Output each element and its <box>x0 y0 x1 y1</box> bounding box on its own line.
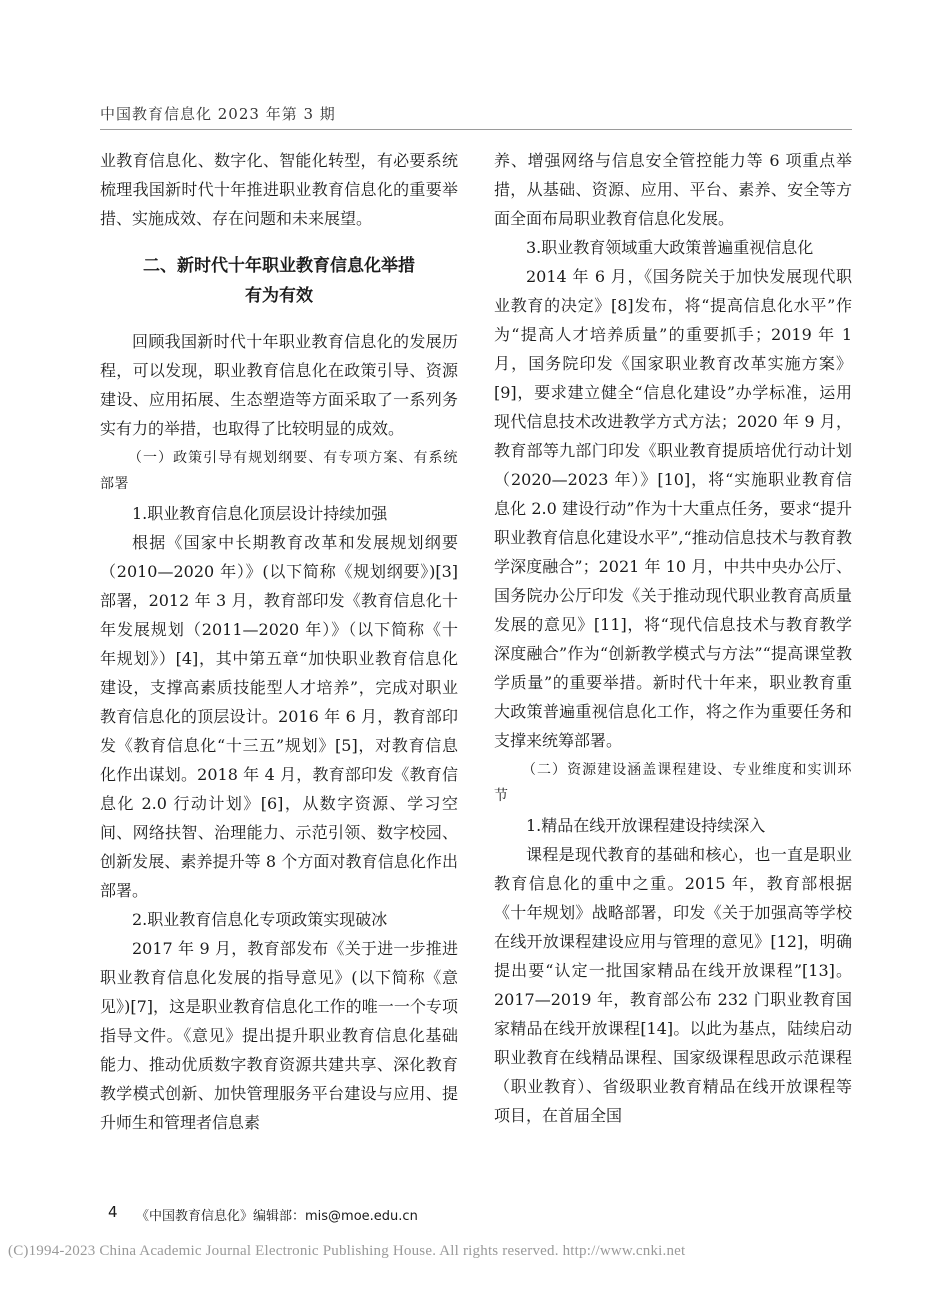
paragraph: 2014 年 6 月，《国务院关于加快发展现代职业教育的决定》[8]发布，将“提高信息化水平”作为“提高人才培养质量”的重要抓手；2019 年 1 月，国务院印发《国家职业教育改革实施方案》[9]，要求建立健全“信息化建设”办学标准，运用现代信息技术改进教学方式方法；2020 年 9 月，教育部等九部门印发《职业教育提质培优行动计划（2020—2023 年）》[10]，将“实施职业教育信息化 2.0 建设行动”作为十大重点任务，要求“提升职业教育信息化建设水平”,“推动信息技术与教育教学深度融合”；2021 年 10 月，中共中央办公厅、国务院办公厅印发《关于推动现代职业教育高质量发展的意见》[11]，将“现代信息技术与教育教学深度融合”作为“创新教学模式与方法”“提高课堂教学质量”的重要举措。新时代十年来，职业教育重大政策普遍重视信息化工作，将之作为重要任务和支撑来统筹部署。 <box>494 267 852 750</box>
running-header: 中国教育信息化 2023 年第 3 期 <box>100 105 336 123</box>
sub-heading-2: 2.职业教育信息化专项政策实现破冰 <box>132 910 388 929</box>
sub-heading-4: 1.精品在线开放课程建设持续深入 <box>526 816 766 835</box>
page-number: 4 <box>108 1203 118 1221</box>
subsection-heading-1: （一）政策引导有规划纲要、有专项方案、有系统部署 <box>100 450 458 492</box>
right-column <box>494 146 852 1130</box>
section-heading <box>100 251 458 311</box>
paragraph: 根据《国家中长期教育改革和发展规划纲要（2010—2020 年）》(以下简称《规划纲要》)[3]部署，2012 年 3 月，教育部印发《教育信息化十年发展规划（2011—2020 年）》（以下简称《十年规划》）[4]，其中第五章“加快职业教育信息化建设，支撑高素质技能型人才培养”，完成对职业教育信息化的顶层设计。2016 年 6 月，教育部印发《教育信息化“十三五”规划》[5]，对教育信息化作出谋划。2018 年 4 月，教育部印发《教育信息化 2.0 行动计划》[6]，从数字资源、学习空间、网络扶智、治理能力、示范引领、数字校园、创新发展、素养提升等 8 个方面对教育信息化作出部署。 <box>100 533 458 900</box>
paragraph: 2017 年 9 月，教育部发布《关于进一步推进职业教育信息化发展的指导意见》(以下简称《意见》)[7]，这是职业教育信息化工作的唯一一个专项指导文件。《意见》提出提升职业教育信息化基础能力、推动优质数字教育资源共建共享、深化教育教学模式创新、加快管理服务平台建设与应用、提升师生和管理者信息素 <box>100 939 458 1132</box>
paragraph: 课程是现代教育的基础和核心，也一直是职业教育信息化的重中之重。2015 年，教育部根据《十年规划》战略部署，印发《关于加强高等学校在线开放课程建设应用与管理的意见》[12]，明确提出要“认定一批国家精品在线开放课程”[13]。2017—2019 年，教育部公布 232 门职业教育国家精品在线开放课程[14]。以此为基点，陆续启动职业教育在线精品课程、国家级课程思政示范课程（职业教育）、省级职业教育精品在线开放课程等项目，在首届全国 <box>494 845 852 1125</box>
section-heading-line1: 二、新时代十年职业教育信息化举措 <box>143 256 415 276</box>
sub-heading-3: 3.职业教育领域重大政策普遍重视信息化 <box>526 238 814 257</box>
copyright-watermark: (C)1994-2023 China Academic Journal Electronic Publishing House. All rights reserved. http://www.cnki.net <box>8 1243 686 1259</box>
subsection-heading-2: （二）资源建设涵盖课程建设、专业维度和实训环节 <box>494 762 852 804</box>
header-rule <box>100 129 852 130</box>
footer-contact: 《中国教育信息化》编辑部：mis@moe.edu.cn <box>136 1209 418 1224</box>
section-heading-line2: 有为有效 <box>245 286 313 306</box>
paragraph-continued: 养、增强网络与信息安全管控能力等 6 项重点举措，从基础、资源、应用、平台、素养、安全等方面全面布局职业教育信息化发展。 <box>494 151 852 228</box>
left-column <box>100 146 458 1137</box>
paragraph-intro: 业教育信息化、数字化、智能化转型，有必要系统梳理我国新时代十年推进职业教育信息化的重要举措、实施成效、存在问题和未来展望。 <box>100 151 458 228</box>
paragraph: 回顾我国新时代十年职业教育信息化的发展历程，可以发现，职业教育信息化在政策引导、资源建设、应用拓展、生态塑造等方面采取了一系列务实有力的举措，也取得了比较明显的成效。 <box>100 332 458 438</box>
sub-heading-1: 1.职业教育信息化顶层设计持续加强 <box>132 504 388 523</box>
